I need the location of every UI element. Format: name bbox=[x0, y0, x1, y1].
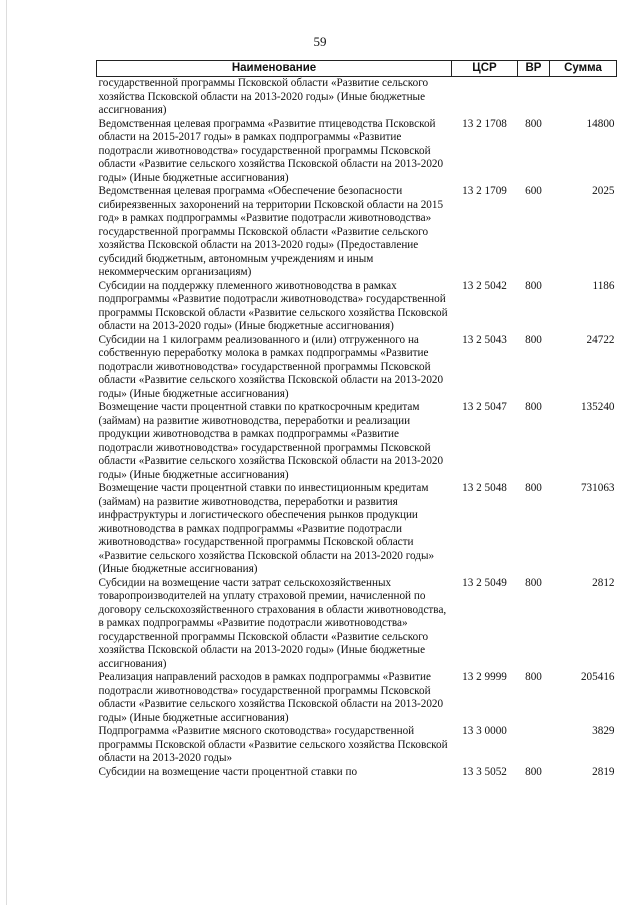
header-vr: ВР bbox=[518, 61, 550, 77]
row-sum: 1186 bbox=[592, 279, 615, 292]
row-sum: 2025 bbox=[592, 185, 615, 197]
table-row bbox=[97, 77, 617, 118]
scan-edge-line bbox=[6, 0, 7, 905]
row-sum bbox=[550, 77, 617, 118]
table-row bbox=[97, 401, 617, 482]
table-row bbox=[97, 118, 617, 186]
row-sum: 3829 bbox=[592, 725, 615, 737]
header-name: Наименование bbox=[97, 61, 452, 77]
row-csr: 13 3 0000 bbox=[462, 725, 507, 737]
row-vr: 800 bbox=[525, 401, 542, 413]
row-name: государственной программы Псковской области «Развитие сельского хозяйства Псковской области на 2013-2020 годы» (Иные бюджетные ассигнования) bbox=[98, 77, 429, 116]
row-name: Субсидии на возмещение части затрат сельскохозяйственных товаропроизводителей на уплату страховой премии, начисленной по договору сельскохозяйственного страхования в области животноводства, в рамках подпрограммы «Развитие подотрасли животноводства» государственной программы Псковской области «Развитие сельского хозяйства Псковской области на 2013-2020 годы» (Иные бюджетные ассигнования) bbox=[98, 576, 447, 670]
row-name: Возмещение части процентной ставки по инвестиционным кредитам (займам) на развитие животноводства, переработки и развития инфраструктуры и логистического обеспечения рынков продукции животноводства в рамках подпрограммы «Развитие подотрасли животноводства» государственной программы Псковской области «Развитие сельского хозяйства Псковской области на 2013-2020 годы» (Иные бюджетные ассигнования) bbox=[98, 482, 435, 575]
table-row bbox=[97, 334, 617, 402]
row-name: Субсидии на поддержку племенного животноводства в рамках подпрограммы «Развитие подотрасли животноводства» государственной программы Псковской области «Развитие сельского хозяйства Псковской области на 2013-2020 годы» (Иные бюджетные ассигнования) bbox=[98, 279, 448, 332]
table-body bbox=[97, 77, 617, 780]
page-number: 59 bbox=[313, 34, 327, 49]
row-vr: 800 bbox=[525, 765, 542, 778]
row-sum: 731063 bbox=[580, 482, 615, 494]
table-row bbox=[97, 280, 617, 334]
table-row bbox=[97, 766, 617, 780]
row-vr: 800 bbox=[525, 482, 542, 494]
table-row bbox=[97, 577, 617, 672]
row-vr: 800 bbox=[525, 576, 542, 589]
row-csr: 13 2 9999 bbox=[462, 671, 507, 683]
row-csr: 13 3 5052 bbox=[462, 765, 507, 778]
row-sum: 2819 bbox=[592, 765, 615, 778]
row-csr: 13 2 5043 bbox=[462, 333, 507, 346]
header-csr: ЦСР bbox=[452, 61, 518, 77]
table-row bbox=[97, 671, 617, 725]
row-name: Возмещение части процентной ставки по краткосрочным кредитам (займам) на развитие животноводства, переработки и реализации продукции животноводства в рамках подпрограммы «Развитие подотрасли животноводства» государственной программы Псковской области «Развитие сельского хозяйства Псковской области на 2013-2020 годы» (Иные бюджетные ассигнования) bbox=[98, 401, 444, 481]
header-sum: Сумма bbox=[550, 61, 617, 77]
row-vr bbox=[518, 725, 550, 766]
row-name: Субсидии на 1 килограмм реализованного и (или) отгруженного на собственную переработку молока в рамках подпрограммы «Развитие подотрасли животноводства» государственной программы Псковской области «Развитие сельского хозяйства Псковской области на 2013-2020 годы» (Иные бюджетные ассигнования) bbox=[98, 333, 444, 400]
row-csr: 13 2 5048 bbox=[462, 482, 507, 494]
row-sum: 135240 bbox=[580, 401, 615, 413]
row-name: Ведомственная целевая программа «Развитие птицеводства Псковской области на 2015-2017 годы» в рамках подпрограммы «Развитие подотрасли животноводства» государственной программы Псковской области «Развитие сельского хозяйства Псковской области на 2013-2020 годы» (Иные бюджетные ассигнования) bbox=[98, 117, 444, 184]
row-vr: 800 bbox=[525, 117, 542, 130]
row-csr: 13 2 1708 bbox=[462, 117, 507, 130]
row-vr: 800 bbox=[525, 279, 542, 292]
row-csr: 13 2 5042 bbox=[462, 279, 507, 292]
row-sum: 2812 bbox=[592, 576, 615, 589]
table-row bbox=[97, 185, 617, 280]
row-name: Субсидии на возмещение части процентной ставки по bbox=[98, 765, 358, 778]
row-name: Реализация направлений расходов в рамках подпрограммы «Развитие подотрасли животноводства» государственной программы Псковской области «Развитие сельского хозяйства Псковской области на 2013-2020 годы» (Иные бюджетные ассигнования) bbox=[98, 671, 444, 724]
row-name: Ведомственная целевая программа «Обеспечение безопасности сибиреязвенных захоронений на территории Псковской области на 2015 год» в рамках подпрограммы «Развитие подотрасли животноводства» государственной программы Псковской области «Развитие сельского хозяйства Псковской области на 2013-2020 годы» (Предоставление субсидий бюджетным, автономным учреждениям и иным некоммерческим организациям) bbox=[98, 185, 444, 278]
row-name: Подпрограмма «Развитие мясного скотоводства» государственной программы Псковской области «Развитие сельского хозяйства Псковской области на 2013-2020 годы» bbox=[98, 725, 448, 764]
row-csr: 13 2 1709 bbox=[462, 185, 507, 197]
table-row bbox=[97, 482, 617, 577]
row-csr: 13 2 5049 bbox=[462, 576, 507, 589]
row-csr bbox=[452, 77, 518, 118]
row-sum: 14800 bbox=[586, 117, 615, 130]
row-csr: 13 2 5047 bbox=[462, 401, 507, 413]
row-vr: 800 bbox=[525, 333, 542, 346]
row-vr: 600 bbox=[525, 185, 542, 197]
table-header-row bbox=[97, 61, 617, 77]
row-vr: 800 bbox=[525, 671, 542, 683]
row-vr bbox=[518, 77, 550, 118]
budget-table bbox=[96, 60, 617, 779]
row-sum: 205416 bbox=[580, 671, 615, 683]
row-sum: 24722 bbox=[586, 333, 615, 346]
table-row bbox=[97, 725, 617, 766]
